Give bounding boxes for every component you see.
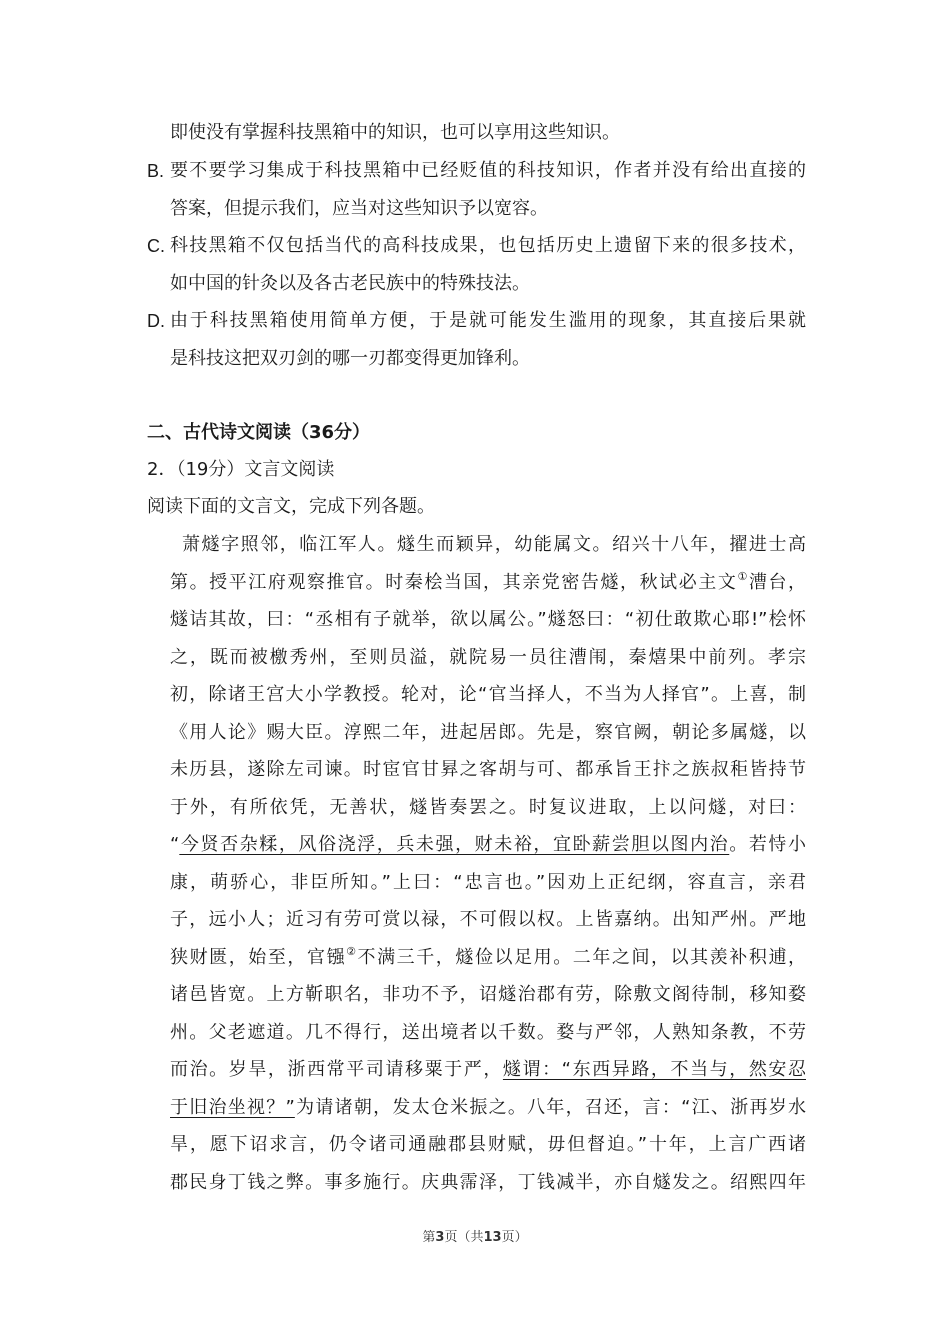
passage-text: 未历县，遂除左司谏。时宦官甘昪之客胡与可、都承旨王抃之族叔秬皆持节 — [170, 759, 806, 780]
passage-line — [170, 870, 806, 896]
footer-suffix: 页） — [501, 1230, 528, 1245]
current-page-number: 3 — [435, 1230, 445, 1245]
option-label: D. — [147, 311, 165, 331]
passage-line — [170, 1095, 806, 1121]
option-text-line: 如中国的针灸以及各古老民族中的特殊技法。 — [170, 272, 530, 294]
passage-line — [170, 832, 806, 858]
option-text-line: 科技黑箱不仅包括当代的高科技成果，也包括历史上遗留下来的很多技术， — [170, 235, 806, 256]
option-text-line: 是科技这把双刃剑的哪一刃都变得更加锋利。 — [170, 347, 530, 369]
option-label: C. — [147, 236, 165, 256]
passage-text: 萧燧字照邻，临江军人。燧生而颖异，幼能属文。绍兴十八年，擢进士高 — [182, 534, 806, 555]
underlined-text: 今贤否杂糅，风俗浇浮，兵未强，财未裕，宜卧薪尝胆以图内治 — [179, 834, 730, 855]
passage-text: 之，既而被檄秀州，至则员溢，就院易一员往漕闱，秦熺果中前列。孝宗 — [170, 646, 806, 668]
passage-text: 康，萌骄心，非臣所知。”上曰：“忠言也。”因劝上正纪纲，容直言，亲君 — [170, 871, 806, 893]
option-text-line: 答案，但提示我们，应当对这些知识予以宽容。 — [170, 197, 548, 219]
passage-text: 漕台， — [748, 571, 807, 593]
passage-text: 州。父老遮道。几不得行，送出境者以千数。婺与严邻，人熟知条教，不劳 — [170, 1021, 806, 1043]
passage-line — [170, 1132, 806, 1158]
passage-text: 初，除诸王宫大小学教授。轮对，论“官当择人，不当为人择官”。上喜，制 — [170, 684, 806, 705]
passage-text: 狭财匮，始至，官镪 — [170, 946, 347, 968]
passage-line — [170, 607, 806, 633]
footer-prefix: 第 — [422, 1230, 436, 1245]
passage-line — [182, 532, 806, 558]
passage-line — [170, 1170, 806, 1196]
passage-text: “ — [170, 834, 180, 855]
passage-text: 而治。岁旱，浙西常平司请移粟于严， — [170, 1059, 503, 1080]
passage-text: 为请诸朝，发太仓米振之。八年，召还，言：“江、浙再岁水 — [294, 1096, 806, 1118]
passage-line — [170, 795, 806, 821]
underlined-text: 于旧治坐视？” — [170, 1096, 295, 1118]
passage-text: 不满三千，燧俭以足用。二年之间，以其羡补积逋， — [357, 946, 807, 968]
passage-text: 燧诘其故，曰：“丞相有子就举，欲以属公。”燧怒曰：“初仕敢欺心耶!”桧怀 — [170, 609, 806, 630]
passage-line — [170, 720, 806, 746]
passage-text: 旱，愿下诏求言，仍令诸司通融郡县财赋，毋但督迫。”十年，上言广西诸 — [170, 1134, 806, 1155]
passage-line — [170, 645, 806, 671]
passage-text: 诸邑皆宽。上方靳职名，非功不予，诏燧治郡有劳，除敷文阁待制，移知婺 — [170, 984, 806, 1005]
passage-text: 。若恃小 — [729, 834, 807, 855]
passage-line — [170, 682, 806, 708]
underlined-text: 燧谓：“东西异路，不当与，然安忍 — [502, 1059, 806, 1080]
passage-line — [170, 945, 806, 971]
instruction-text: 阅读下面的文言文，完成下列各题。 — [147, 496, 435, 517]
total-pages: 13 — [483, 1230, 502, 1245]
footnote-marker: ② — [346, 944, 358, 958]
option-label: B. — [147, 161, 165, 181]
page-footer — [0, 1226, 950, 1245]
passage-line — [170, 982, 806, 1008]
passage-line — [170, 570, 806, 596]
passage-text: 于外，有所依凭，无善状，燧皆奏罢之。时复议进取，上以问燧，对曰： — [170, 796, 806, 818]
option-a-continuation: 即使没有掌握科技黑箱中的知识，也可以享用这些知识。 — [170, 122, 620, 143]
passage-text: 第。授平江府观察推官。时秦桧当国，其亲党密告燧，秋试必主文 — [170, 571, 738, 593]
passage-text: 子，远小人；近习有劳可赏以禄，不可假以权。上皆嘉纳。出知严州。严地 — [170, 909, 806, 930]
passage-text: 郡民身丁钱之弊。事多施行。庆典霈泽，丁钱减半，亦自燧发之。绍熙四年 — [170, 1171, 806, 1193]
footer-mid: 页（共 — [444, 1230, 484, 1245]
passage-text: 《用人论》赐大臣。淳熙二年，进起居郎。先是，察官阙，朝论多属燧，以 — [170, 721, 806, 743]
passage-line — [170, 1020, 806, 1046]
question-title: 2．（19分）文言文阅读 — [147, 459, 335, 480]
footnote-marker: ① — [737, 569, 749, 583]
section-heading: 二、古代诗文阅读（36分） — [147, 422, 371, 443]
passage-line — [170, 757, 806, 783]
option-text-line: 要不要学习集成于科技黑箱中已经贬值的科技知识，作者并没有给出直接的 — [170, 160, 806, 181]
passage-line — [170, 1057, 806, 1083]
option-text-line: 由于科技黑箱使用简单方便，于是就可能发生滥用的现象，其直接后果就 — [170, 310, 806, 331]
passage-line — [170, 907, 806, 933]
